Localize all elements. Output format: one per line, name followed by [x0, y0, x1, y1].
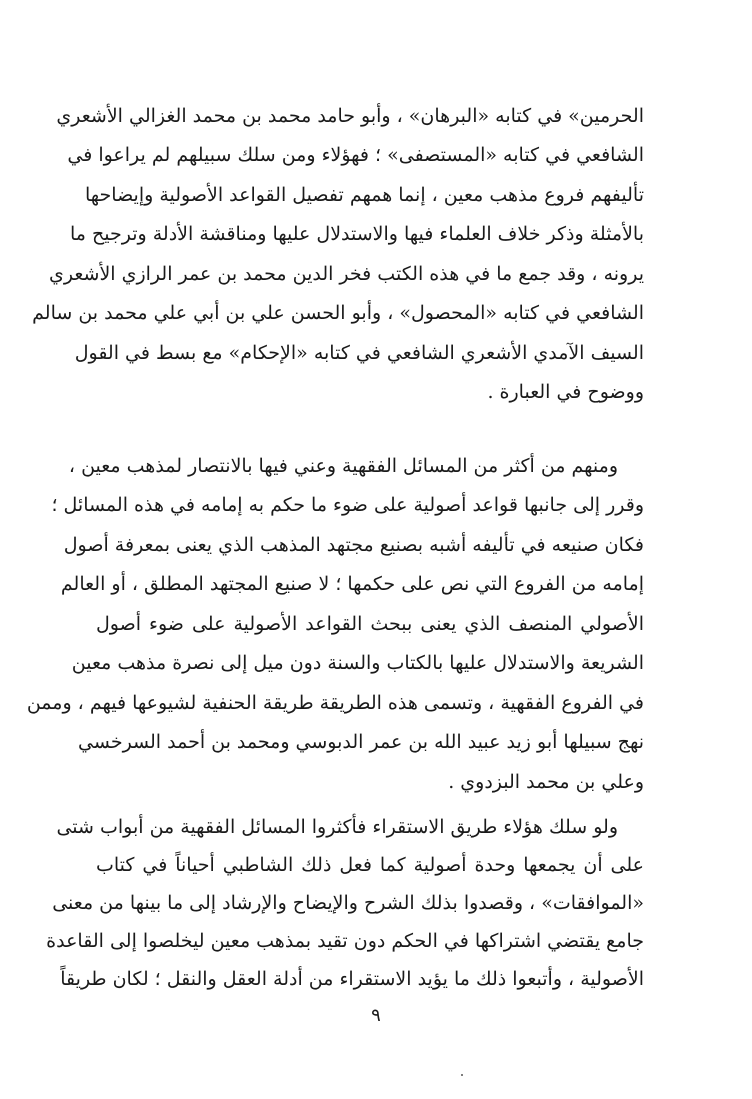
- text-line: نهج سبيلها أبو زيد عبيد الله بن عمر الدبوسي ومحمد بن أحمد السرخسي: [78, 731, 644, 753]
- text-line: يرونه ، وقد جمع ما في هذه الكتب فخر الدين محمد بن عمر الرازي الأشعري: [49, 263, 644, 285]
- page-number: ٩: [371, 1005, 381, 1026]
- text-line: الشافعي في كتابه «المستصفى» ؛ فهؤلاء ومن سلك سبيلهم لم يراعوا في: [67, 144, 644, 166]
- text-line: جامع يقتضي اشتراكها في الحكم دون تقيد بمذهب معين ليخلصوا إلى القاعدة: [46, 930, 644, 952]
- text-line: فكان صنيعه في تأليفه أشبه بصنيع مجتهد المذهب الذي يعنى بمعرفة أصول: [63, 534, 644, 556]
- text-line: ووضوح في العبارة .: [487, 381, 644, 403]
- text-line: ومنهم من أكثر من المسائل الفقهية وعني فيها بالانتصار لمذهب معين ،: [68, 455, 618, 477]
- text-line: على أن يجمعها وحدة أصولية كما فعل ذلك الشاطبي أحياناً في كتاب: [96, 854, 644, 876]
- text-line: الحرمين» في كتابه «البرهان» ، وأبو حامد محمد بن محمد الغزالي الأشعري: [56, 105, 644, 127]
- text-line: الأصولية ، وأتبعوا ذلك ما يؤيد الاستقراء من أدلة العقل والنقل ؛ لكان طريقاً: [60, 968, 644, 990]
- text-line: وقرر إلى جانبها قواعد أصولية على ضوء ما حكم به إمامه في هذه المسائل ؛: [51, 494, 644, 516]
- text-line: السيف الآمدي الأشعري الشافعي في كتابه «الإحكام» مع بسط في القول: [74, 342, 644, 364]
- scan-speck: [461, 1074, 463, 1076]
- text-line: ولو سلك هؤلاء طريق الاستقراء فأكثروا المسائل الفقهية من أبواب شتى: [56, 816, 618, 838]
- text-line: وعلي بن محمد البزدوي .: [448, 771, 644, 793]
- text-line: الشافعي في كتابه «المحصول» ، وأبو الحسن علي بن أبي علي محمد بن سالم: [32, 302, 644, 324]
- text-line: الأصولي المنصف الذي يعنى ببحث القواعد الأصولية على ضوء أصول: [96, 613, 644, 635]
- text-line: في الفروع الفقهية ، وتسمى هذه الطريقة طريقة الحنفية لشيوعها فيهم ، وممن: [26, 692, 644, 714]
- text-line: تأليفهم فروع مذهب معين ، إنما همهم تفصيل القواعد الأصولية وإيضاحها: [85, 184, 644, 206]
- text-line: الشريعة والاستدلال عليها بالكتاب والسنة دون ميل إلى نصرة مذهب معين: [71, 652, 644, 674]
- text-line: بالأمثلة وذكر خلاف العلماء فيها والاستدلال عليها ومناقشة الأدلة وترجيح ما: [70, 223, 644, 245]
- text-line: إمامه من الفروع التي نص على حكمها ؛ لا صنيع المجتهد المطلق ، أو العالم: [60, 573, 644, 595]
- text-line: «الموافقات» ، وقصدوا بذلك الشرح والإيضاح والإرشاد إلى ما بينها من معنى: [52, 892, 644, 914]
